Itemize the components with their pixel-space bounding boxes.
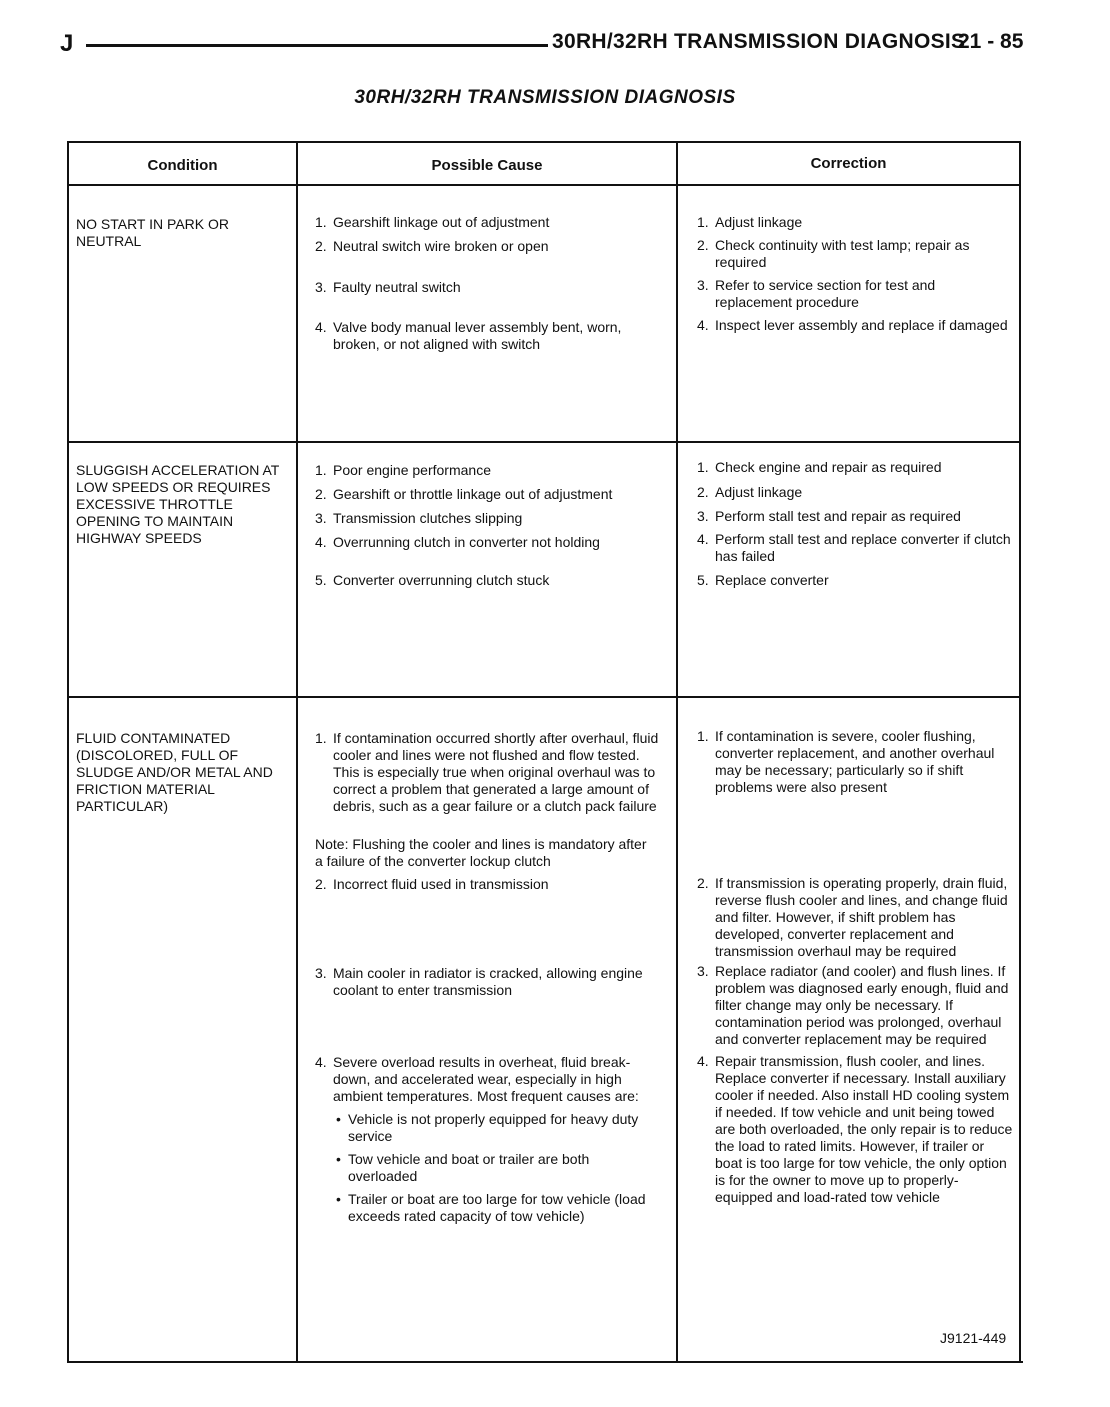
cause-row1-2 bbox=[315, 238, 665, 255]
correction-text: Check engine and repair as required bbox=[715, 459, 942, 475]
correction-number: 4. bbox=[697, 1053, 709, 1069]
correction-number: 1. bbox=[697, 459, 709, 475]
cause-number: 2. bbox=[315, 486, 327, 502]
correction-number: 4. bbox=[697, 531, 709, 547]
cause-row1-4 bbox=[315, 319, 665, 353]
cause-text: Incorrect fluid used in transmission bbox=[333, 876, 549, 892]
correction-number: 5. bbox=[697, 572, 709, 588]
correction-number: 1. bbox=[697, 728, 709, 744]
correction-row3-2 bbox=[697, 875, 1015, 960]
bullet-text: Trailer or boat are too large for tow vehicle (load exceeds rated capacity of tow vehicle) bbox=[348, 1191, 646, 1224]
header-rule bbox=[86, 44, 548, 47]
correction-number: 3. bbox=[697, 963, 709, 979]
table-header-rule bbox=[67, 184, 1021, 186]
cause-row3-3 bbox=[315, 965, 665, 999]
condition-row-1: NO START IN PARK OR NEUTRAL bbox=[76, 216, 229, 249]
table-border-left bbox=[67, 141, 69, 1363]
correction-text: Perform stall test and replace converter if clutch has failed bbox=[715, 531, 1011, 564]
cause-text: Gearshift linkage out of adjustment bbox=[333, 214, 550, 230]
cause-row1-3 bbox=[315, 279, 665, 296]
cause-number: 1. bbox=[315, 730, 327, 746]
cause-bullet-1 bbox=[336, 1111, 656, 1145]
cause-number: 3. bbox=[315, 279, 327, 295]
cause-number: 1. bbox=[315, 214, 327, 230]
table-border-top bbox=[67, 141, 1021, 143]
cause-row2-5 bbox=[315, 572, 665, 589]
cause-text: Overrunning clutch in converter not holding bbox=[333, 534, 600, 550]
cause-row3-2 bbox=[315, 876, 665, 893]
cause-number: 1. bbox=[315, 462, 327, 478]
correction-number: 4. bbox=[697, 317, 709, 333]
cause-row2-2 bbox=[315, 486, 665, 503]
column-header-possible-cause: Possible Cause bbox=[431, 157, 543, 174]
correction-number: 2. bbox=[697, 237, 709, 253]
correction-text: Replace converter bbox=[715, 572, 829, 588]
correction-text: Replace radiator (and cooler) and flush lines. If problem was diagnosed early enough, fluid and filter change may only be necessary. If contamination period was prolonged, overhaul and converter replacement may be required bbox=[715, 963, 1009, 1047]
cause-text: Valve body manual lever assembly bent, worn, broken, or not aligned with switch bbox=[333, 319, 622, 352]
table-divider-col2 bbox=[676, 141, 678, 1363]
correction-text: If contamination is severe, cooler flushing, converter replacement, and another overhaul may be necessary; particularly so if shift problems were also present bbox=[715, 728, 995, 795]
header-letter: J bbox=[60, 30, 74, 57]
header-title: 30RH/32RH TRANSMISSION DIAGNOSIS bbox=[552, 30, 966, 53]
cause-text: Neutral switch wire broken or open bbox=[333, 238, 549, 254]
table-divider-col1 bbox=[296, 141, 298, 1363]
correction-text: Repair transmission, flush cooler, and lines. Replace converter if necessary. Install auxiliary cooler if needed. Also install HD cooling system if needed. If tow vehicle and unit being towed are both overloaded, the only repair is to reduce the load to rated limits. However, if trailer or boat is too large for tow vehicle, the only option is for the owner to move up to properly-equipped and load-rated tow vehicle bbox=[715, 1053, 1013, 1205]
correction-text: Adjust linkage bbox=[715, 484, 803, 500]
table-row-rule-1 bbox=[67, 441, 1021, 443]
cause-bullet-2 bbox=[336, 1151, 656, 1185]
correction-row1-3 bbox=[697, 277, 1015, 311]
correction-text: If transmission is operating properly, drain fluid, reverse flush cooler and lines, and change fluid and filter. However, if shift problem has developed, converter replacement and transmission overhaul may be required bbox=[715, 875, 1008, 959]
cause-number: 4. bbox=[315, 319, 327, 335]
correction-row3-4 bbox=[697, 1053, 1015, 1206]
table-row-rule-2 bbox=[67, 696, 1021, 698]
correction-text: Adjust linkage bbox=[715, 214, 803, 230]
cause-row3-1 bbox=[315, 730, 665, 815]
page-number: 21 - 85 bbox=[958, 30, 1024, 53]
cause-text: Faulty neutral switch bbox=[333, 279, 461, 295]
bullet-symbol: • bbox=[336, 1191, 341, 1207]
table-border-right bbox=[1019, 141, 1021, 1363]
correction-row2-4 bbox=[697, 531, 1015, 565]
correction-row2-2 bbox=[697, 484, 1015, 501]
correction-text: Check continuity with test lamp; repair as required bbox=[715, 237, 970, 270]
correction-row1-4 bbox=[697, 317, 1015, 334]
cause-text: Gearshift or throttle linkage out of adjustment bbox=[333, 486, 613, 502]
correction-row1-1 bbox=[697, 214, 1015, 231]
cause-bullet-3 bbox=[336, 1191, 656, 1225]
correction-number: 1. bbox=[697, 214, 709, 230]
bullet-text: Vehicle is not properly equipped for heavy duty service bbox=[348, 1111, 639, 1144]
cause-number: 2. bbox=[315, 876, 327, 892]
cause-text: Poor engine performance bbox=[333, 462, 491, 478]
cause-text: Transmission clutches slipping bbox=[333, 510, 523, 526]
condition-row-3: FLUID CONTAMINATED (DISCOLORED, FULL OF SLUDGE AND/OR METAL AND FRICTION MATERIAL PARTICULAR) bbox=[76, 730, 273, 814]
correction-number: 3. bbox=[697, 508, 709, 524]
cause-number: 4. bbox=[315, 534, 327, 550]
bullet-symbol: • bbox=[336, 1151, 341, 1167]
bullet-symbol: • bbox=[336, 1111, 341, 1127]
correction-row3-1 bbox=[697, 728, 1015, 796]
cause-text: Converter overrunning clutch stuck bbox=[333, 572, 550, 588]
cause-row3-4 bbox=[315, 1054, 665, 1105]
correction-number: 2. bbox=[697, 875, 709, 891]
figure-id: J9121-449 bbox=[940, 1330, 1007, 1346]
correction-text: Inspect lever assembly and replace if damaged bbox=[715, 317, 1008, 333]
correction-row3-3 bbox=[697, 963, 1015, 1048]
cause-row3-note: Note: Flushing the cooler and lines is mandatory after a failure of the converter lockup clutch bbox=[315, 836, 647, 869]
cause-row2-1 bbox=[315, 462, 665, 479]
cause-number: 4. bbox=[315, 1054, 327, 1070]
cause-text: Main cooler in radiator is cracked, allowing engine coolant to enter transmission bbox=[333, 965, 643, 998]
correction-text: Refer to service section for test and replacement procedure bbox=[715, 277, 936, 310]
correction-row2-3 bbox=[697, 508, 1015, 525]
bullet-text: Tow vehicle and boat or trailer are both overloaded bbox=[348, 1151, 590, 1184]
correction-number: 2. bbox=[697, 484, 709, 500]
correction-row2-1 bbox=[697, 459, 1015, 476]
cause-text: Severe overload results in overheat, fluid break-down, and accelerated wear, especially in high ambient temperatures. Most frequent causes are: bbox=[333, 1054, 639, 1104]
cause-number: 2. bbox=[315, 238, 327, 254]
section-title: 30RH/32RH TRANSMISSION DIAGNOSIS bbox=[354, 87, 736, 108]
cause-row2-3 bbox=[315, 510, 665, 527]
correction-text: Perform stall test and repair as required bbox=[715, 508, 961, 524]
cause-row1-1 bbox=[315, 214, 665, 231]
condition-row-2: SLUGGISH ACCELERATION AT LOW SPEEDS OR REQUIRES EXCESSIVE THROTTLE OPENING TO MAINTAIN HIGHWAY SPEEDS bbox=[76, 462, 280, 546]
table-border-bottom bbox=[67, 1361, 1023, 1363]
correction-row2-5 bbox=[697, 572, 1015, 589]
cause-number: 3. bbox=[315, 965, 327, 981]
column-header-correction: Correction bbox=[810, 155, 887, 172]
column-header-condition: Condition bbox=[147, 157, 218, 174]
cause-number: 3. bbox=[315, 510, 327, 526]
correction-row1-2 bbox=[697, 237, 1015, 271]
correction-number: 3. bbox=[697, 277, 709, 293]
cause-number: 5. bbox=[315, 572, 327, 588]
cause-row2-4 bbox=[315, 534, 665, 551]
cause-text: If contamination occurred shortly after overhaul, fluid cooler and lines were not flushed and flow tested. This is especially true when original overhaul was to correct a problem that generated a large amount of debris, such as a gear failure or a clutch pack failure bbox=[333, 730, 659, 814]
